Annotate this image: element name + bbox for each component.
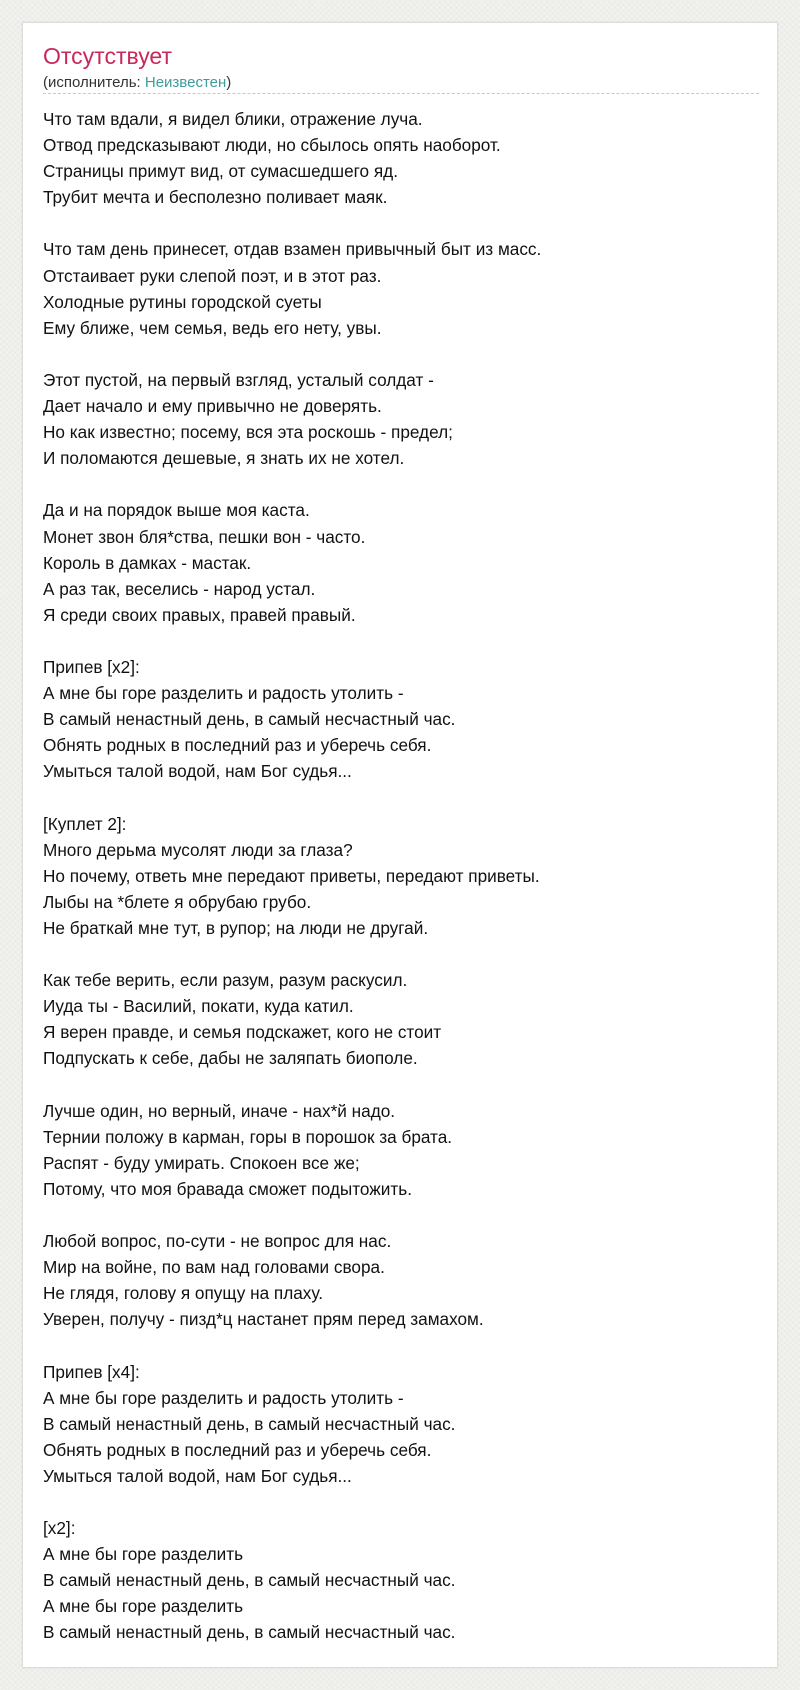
lyric-line: Мир на войне, по вам над головами свора. — [43, 1257, 385, 1278]
lyric-line: Отстаивает руки слепой поэт, и в этот раз. — [43, 265, 382, 286]
lyric-line: Много дерьма мусолят люди за глаза? — [43, 839, 353, 860]
lyric-line: Как тебе верить, если разум, разум раскусил. — [43, 970, 408, 991]
artist-line — [43, 74, 231, 92]
lyric-line: Но почему, ответь мне передают приветы, передают приветы. — [43, 865, 540, 886]
lyric-line: В самый ненастный день, в самый несчастный час. — [43, 1570, 456, 1591]
stanza-gap — [43, 210, 763, 236]
artist-link[interactable]: Неизвестен — [144, 74, 227, 91]
stanza-gap — [43, 1202, 763, 1228]
lyric-line: А мне бы горе разделить и радость утолить - — [43, 1387, 404, 1408]
lyric-line: Дает начало и ему привычно не доверять. — [43, 396, 382, 417]
title-divider — [43, 93, 759, 94]
lyric-line: Не браткай мне тут, в рупор; на люди не другай. — [43, 917, 429, 938]
lyric-line: Страницы примут вид, от сумасшедшего яд. — [43, 161, 398, 182]
lyric-line: В самый ненастный день, в самый несчастный час. — [43, 709, 456, 730]
song-title: Отсутствует — [43, 43, 172, 69]
lyric-line: Трубит мечта и бесполезно поливает маяк. — [43, 187, 388, 208]
lyric-line: Что там вдали, я видел блики, отражение луча. — [43, 109, 423, 129]
lyric-line: Лучше один, но верный, иначе - нах*й надо. — [43, 1100, 396, 1121]
lyric-line: В самый ненастный день, в самый несчастный час. — [43, 1622, 456, 1643]
lyric-line: Холодные рутины городской суеты — [43, 291, 322, 312]
lyric-line: Подпускать к себе, дабы не заляпать биополе. — [43, 1048, 418, 1069]
lyric-line: [Куплет 2]: — [43, 813, 127, 834]
lyric-line: Потому, что моя бравада сможет подытожить. — [43, 1178, 412, 1199]
lyric-line: Ему ближе, чем семья, ведь его нету, увы. — [43, 317, 382, 338]
lyric-line: Да и на порядок выше моя каста. — [43, 500, 310, 521]
lyric-line: Монет звон бля*ства, пешки вон - часто. — [43, 526, 366, 547]
stanza-gap — [43, 1489, 763, 1515]
lyric-line: Этот пустой, на первый взгляд, усталый солдат - — [43, 369, 434, 390]
stanza-gap — [43, 628, 763, 654]
lyric-line: Я верен правде, и семья подскажет, кого не стоит — [43, 1022, 442, 1043]
lyric-line: [x2]: — [43, 1518, 76, 1539]
artist-suffix: ) — [226, 74, 232, 91]
lyric-line: В самый ненастный день, в самый несчастный час. — [43, 1413, 456, 1434]
stanza-gap — [43, 941, 763, 967]
lyric-line: Отвод предсказывают люди, но сбылось опять наоборот. — [43, 135, 501, 156]
stanza-gap — [43, 341, 763, 367]
lyric-line: Не глядя, голову я опущу на плаху. — [43, 1283, 324, 1304]
lyric-line: Лыбы на *блете я обрубаю грубо. — [43, 891, 312, 912]
lyric-line: Обнять родных в последний раз и уберечь себя. — [43, 1439, 432, 1460]
artist-prefix: (исполнитель: — [43, 74, 145, 91]
stanza-gap — [43, 1332, 763, 1358]
lyric-line: Умыться талой водой, нам Бог судья... — [43, 1465, 352, 1486]
lyric-line: А мне бы горе разделить и радость утолить - — [43, 683, 404, 704]
stanza-gap — [43, 471, 763, 497]
lyric-line: Обнять родных в последний раз и уберечь себя. — [43, 735, 432, 756]
lyric-line: Я среди своих правых, правей правый. — [43, 604, 356, 625]
lyric-line: И поломаются дешевые, я знать их не хотел. — [43, 448, 405, 469]
lyric-line: Но как известно; посему, вся эта роскошь - предел; — [43, 422, 453, 443]
lyric-line: Умыться талой водой, нам Бог судья... — [43, 761, 352, 782]
stanza-gap — [43, 784, 763, 810]
lyric-line: А мне бы горе разделить — [43, 1596, 244, 1617]
stanza-gap — [43, 1071, 763, 1097]
lyric-line: Припев [x2]: — [43, 656, 140, 677]
lyric-line: А раз так, веселись - народ устал. — [43, 578, 316, 599]
lyric-line: Король в дамках - мастак. — [43, 552, 252, 573]
lyric-line: Любой вопрос, по-сути - не вопрос для нас. — [43, 1231, 392, 1252]
lyric-line: Распят - буду умирать. Спокоен все же; — [43, 1152, 360, 1173]
lyric-line: А мне бы горе разделить — [43, 1544, 244, 1565]
lyrics-card — [22, 22, 778, 1668]
lyric-line: Припев [x4]: — [43, 1361, 140, 1382]
lyrics-body — [43, 106, 763, 1646]
lyric-line: Иуда ты - Василий, покати, куда катил. — [43, 996, 354, 1017]
lyric-line: Что там день принесет, отдав взамен привычный быт из масс. — [43, 239, 542, 260]
lyric-line: Тернии положу в карман, горы в порошок за брата. — [43, 1126, 453, 1147]
lyric-line: Уверен, получу - пизд*ц настанет прям перед замахом. — [43, 1309, 484, 1330]
